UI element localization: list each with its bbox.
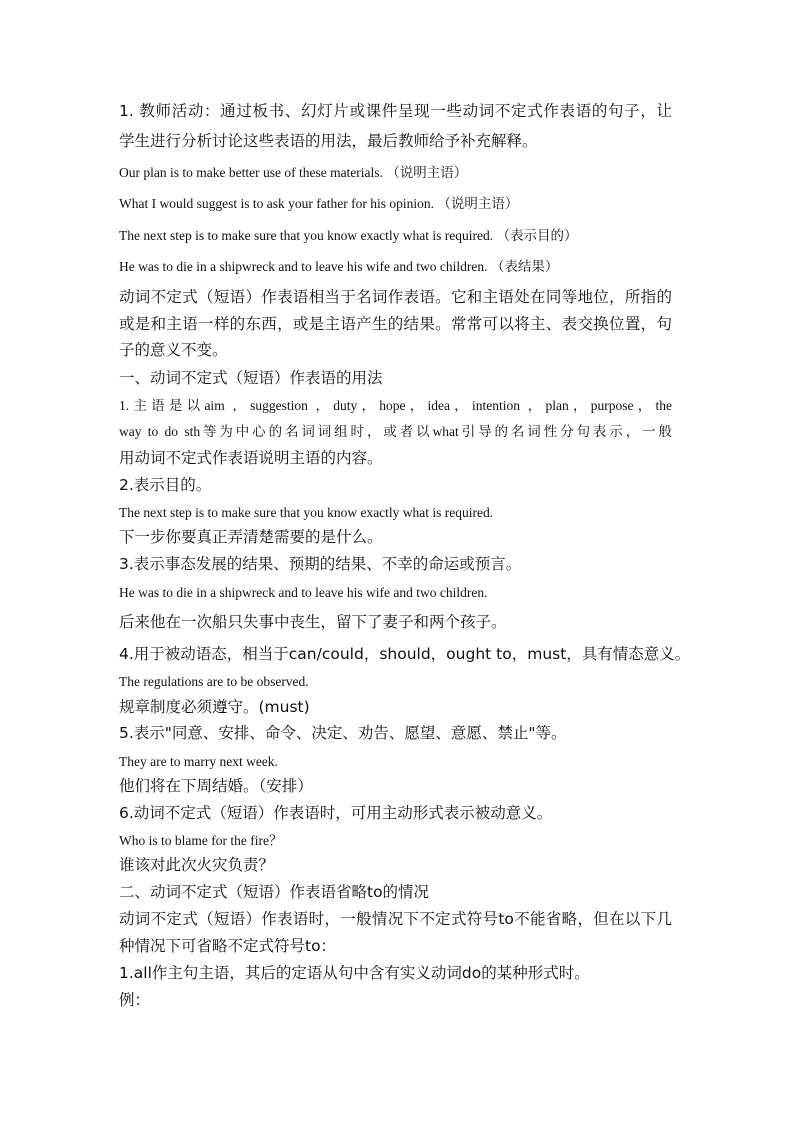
- paragraph-line: 动词不定式（短语）作表语时，一般情况下不定式符号to不能省略，但在以下几: [119, 910, 672, 928]
- paragraph-line: 1.主语是以aim ，suggestion ，duty，hope，idea，intention ，plan，purpose，the: [119, 398, 672, 413]
- subsection-heading: 4.用于被动语态，相当于can/could，should，ought to，must，具有情态意义。: [119, 645, 691, 663]
- paragraph-line: 或是和主语一样的东西，或是主语产生的结果。常常可以将主、表交换位置，句: [119, 315, 672, 333]
- subsection-heading: 5.表示"同意、安排、命令、决定、劝告、愿望、意愿、禁止"等。: [119, 724, 567, 742]
- paragraph-line: 用动词不定式作表语说明主语的内容。: [119, 449, 383, 467]
- example-label: 例：: [119, 991, 151, 1009]
- paragraph-line: 1. 教师活动：通过板书、幻灯片或课件呈现一些动词不定式作表语的句子，让: [119, 102, 672, 120]
- example-sentence: Our plan is to make better use of these materials. （说明主语）: [119, 165, 468, 180]
- translation-line: 后来他在一次船只失事中丧生，留下了妻子和两个孩子。: [119, 613, 507, 631]
- example-sentence: The next step is to make sure that you know exactly what is required. （表示目的）: [119, 228, 578, 243]
- translation-line: 下一步你要真正弄清楚需要的是什么。: [119, 528, 383, 546]
- translation-line: 他们将在下周结婚。（安排）: [119, 777, 313, 795]
- subsection-heading: 3.表示事态发展的结果、预期的结果、不幸的命运或预言。: [119, 555, 522, 573]
- section-heading: 二、动词不定式（短语）作表语省略to的情况: [119, 883, 430, 901]
- paragraph-line: 子的意义不变。: [119, 341, 228, 359]
- paragraph-line: 动词不定式（短语）作表语相当于名词作表语。它和主语处在同等地位，所指的: [119, 288, 672, 306]
- example-sentence: He was to die in a shipwreck and to leave his wife and two children.: [119, 585, 488, 600]
- section-heading: 一、动词不定式（短语）作表语的用法: [119, 369, 383, 387]
- example-sentence: What I would suggest is to ask your father for his opinion. （说明主语）: [119, 196, 519, 211]
- translation-line: 规章制度必须遵守。(must): [119, 698, 310, 716]
- subsection-heading: 6.动词不定式（短语）作表语时，可用主动形式表示被动意义。: [119, 804, 553, 822]
- translation-line: 谁该对此次火灾负责？: [119, 856, 275, 874]
- subsection-heading: 1.all作主句主语，其后的定语从句中含有实义动词do的某种形式时。: [119, 964, 590, 982]
- example-sentence: The regulations are to be observed.: [119, 674, 309, 689]
- example-sentence: Who is to blame for the fire？: [119, 833, 283, 848]
- paragraph-line: 种情况下可省略不定式符号to：: [119, 937, 337, 955]
- subsection-heading: 2.表示目的。: [119, 476, 212, 494]
- example-sentence: The next step is to make sure that you know exactly what is required.: [119, 505, 494, 520]
- example-sentence: He was to die in a shipwreck and to leave his wife and two children. （表结果）: [119, 259, 559, 274]
- paragraph-line: 学生进行分析讨论这些表语的用法，最后教师给予补充解释。: [119, 132, 538, 150]
- paragraph-line: way to do sth等为中心的名词词组时，或者以what引导的名词性分句表示，一般: [119, 424, 672, 439]
- example-sentence: They are to marry next week.: [119, 754, 278, 769]
